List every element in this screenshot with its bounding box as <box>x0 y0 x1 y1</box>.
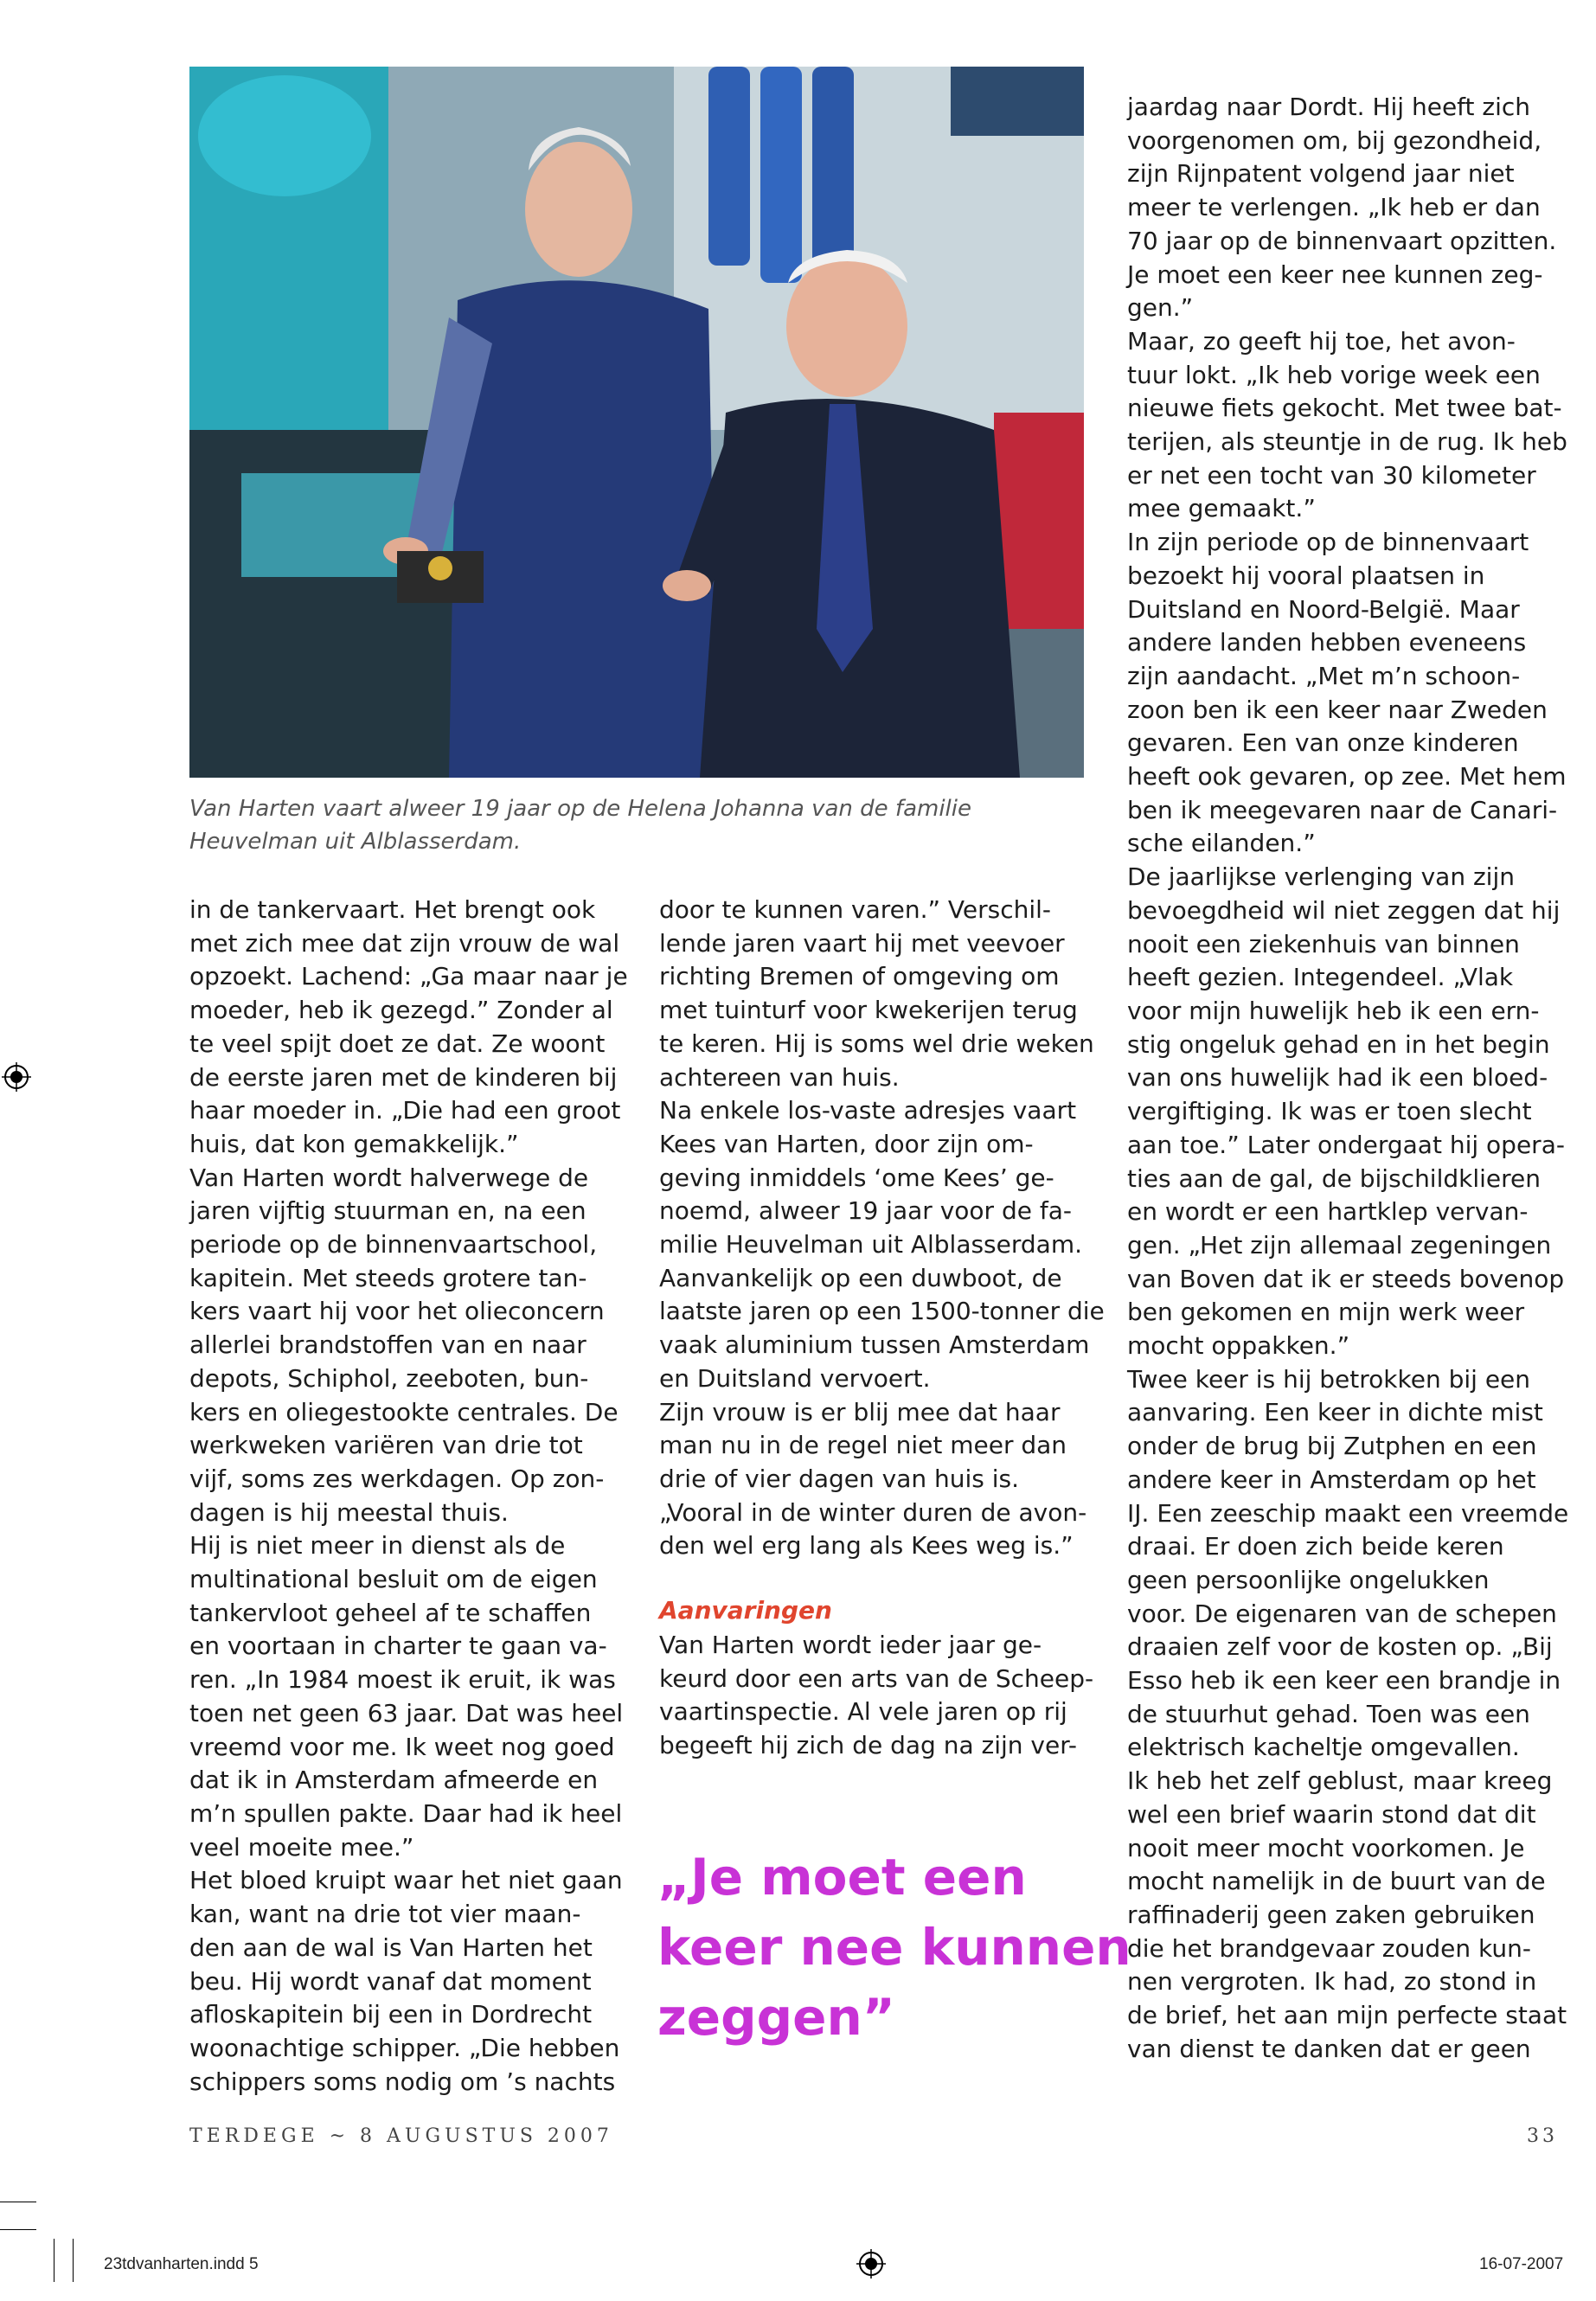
text-line: ben ik meegevaren naar de Canari- <box>1127 795 1558 824</box>
pull-quote-line: „Je moet een <box>657 1848 1027 1907</box>
text-line: in de tankervaart. Het brengt ook <box>189 895 596 924</box>
text-line: andere landen hebben eveneens <box>1127 628 1527 657</box>
text-line: keurd door een arts van de Scheep- <box>659 1663 1094 1693</box>
text-line: wel een brief waarin stond dat dit <box>1127 1799 1536 1829</box>
registration-mark-icon <box>856 2249 886 2279</box>
text-line: zoon ben ik een keer naar Zweden <box>1127 695 1548 724</box>
text-line: Hij is niet meer in dienst als de <box>189 1531 566 1561</box>
text-line: elektrisch kacheltje omgevallen. <box>1127 1733 1520 1762</box>
text-line: kers vaart hij voor het olieconcern <box>189 1297 605 1326</box>
text-line: gevaren. Een van onze kinderen <box>1127 728 1519 758</box>
text-line: de eerste jaren met de kinderen bij <box>189 1062 618 1092</box>
text-line: gen. „Het zijn allemaal zegeningen <box>1127 1230 1552 1259</box>
text-line: vergiftiging. Ik was er toen slecht <box>1127 1097 1532 1126</box>
text-line: met tuinturf voor kwekerijen terug <box>659 996 1078 1025</box>
text-line: „Vooral in de winter duren de avon- <box>659 1497 1087 1527</box>
text-line: achtereen van huis. <box>659 1062 900 1092</box>
text-line: sche eilanden.” <box>1127 829 1316 858</box>
text-line: van dienst te danken dat er geen <box>1127 2034 1531 2063</box>
text-line: onder de brug bij Zutphen en een <box>1127 1432 1537 1461</box>
text-line: terijen, als steuntje in de rug. Ik heb <box>1127 427 1567 457</box>
text-line: jaardag naar Dordt. Hij heeft zich <box>1127 93 1531 121</box>
text-line: nieuwe fiets gekocht. Met twee bat- <box>1127 394 1562 423</box>
text-line: nooit een ziekenhuis van binnen <box>1127 929 1520 958</box>
text-line: Na enkele los-vaste adresjes vaart <box>659 1096 1077 1125</box>
text-line: IJ. Een zeeschip maakt een vreemde <box>1127 1498 1569 1528</box>
text-line: Maar, zo geeft hij toe, het avon- <box>1127 326 1516 356</box>
text-line: noemd, alweer 19 jaar voor de fa- <box>659 1196 1072 1226</box>
text-line: heeft ook gevaren, op zee. Met hem <box>1127 762 1567 792</box>
text-line: en voortaan in charter te gaan va- <box>189 1631 607 1661</box>
text-line: Duitsland en Noord-België. Maar <box>1127 594 1520 624</box>
text-line: gen.” <box>1127 293 1194 323</box>
article-column-2 <box>659 894 1105 1563</box>
text-line: drie of vier dagen van huis is. <box>659 1464 1020 1493</box>
text-line: draaien zelf voor de kosten op. „Bij <box>1127 1632 1553 1662</box>
text-line: mocht namelijk in de buurt van de <box>1127 1867 1546 1896</box>
registration-mark-icon <box>2 1062 31 1092</box>
text-line: den aan de wal is Van Harten het <box>189 1932 593 1962</box>
text-line: kan, want na drie tot vier maan- <box>189 1900 581 1929</box>
text-line: de brief, het aan mijn perfecte staat <box>1127 2001 1567 2030</box>
text-line: tankervloot geheel af te schaffen <box>189 1598 592 1627</box>
text-line: nen vergroten. Ik had, zo stond in <box>1127 1967 1537 1997</box>
slug-filename: 23tdvanharten.indd 5 <box>104 2255 259 2273</box>
text-line: dat ik in Amsterdam afmeerde en <box>189 1766 599 1795</box>
text-line: werkweken variëren van drie tot <box>189 1431 583 1460</box>
text-line: die het brandgevaar zouden kun- <box>1127 1933 1531 1963</box>
text-line: depots, Schiphol, zeeboten, bun- <box>189 1363 589 1393</box>
section-subheading: Aanvaringen <box>659 1596 832 1625</box>
text-line: voorgenomen om, bij gezondheid, <box>1127 125 1542 155</box>
text-line: Zijn vrouw is er blij mee dat haar <box>659 1397 1061 1426</box>
text-line: In zijn periode op de binnenvaart <box>1127 528 1529 557</box>
text-line: voor mijn huwelijk heb ik een ern- <box>1127 996 1540 1025</box>
text-line: zijn aandacht. „Met m’n schoon- <box>1127 661 1521 690</box>
text-line: aan toe.” Later ondergaat hij opera- <box>1127 1130 1565 1159</box>
text-line: ties aan de gal, de bijschildklieren <box>1127 1163 1542 1193</box>
text-line: te veel spijt doet ze dat. Ze woont <box>189 1029 606 1058</box>
text-line: veel moeite mee.” <box>189 1832 414 1862</box>
text-line: haar moeder in. „Die had een groot <box>189 1096 621 1125</box>
text-line: afloskapitein bij een in Dordrecht <box>189 2000 593 2029</box>
article-column-1 <box>189 894 628 2099</box>
text-line: begeeft hij zich de dag na zijn ver- <box>659 1731 1078 1760</box>
text-line: Kees van Harten, door zijn om- <box>659 1129 1034 1158</box>
text-line: en wordt er een hartklep vervan- <box>1127 1197 1529 1227</box>
text-line: aanvaring. Een keer in dichte mist <box>1127 1398 1543 1427</box>
text-line: periode op de binnenvaartschool, <box>189 1230 598 1259</box>
text-line: nooit meer mocht voorkomen. Je <box>1127 1833 1525 1862</box>
text-line: De jaarlijkse verlenging van zijn <box>1127 862 1515 892</box>
text-line: schippers soms nodig om ’s nachts <box>189 2067 616 2096</box>
text-line: opzoekt. Lachend: „Ga maar naar je <box>189 962 628 991</box>
text-line: den wel erg lang als Kees weg is.” <box>659 1531 1074 1561</box>
text-line: de stuurhut gehad. Toen was een <box>1127 1699 1530 1728</box>
text-line: milie Heuvelman uit Alblasserdam. <box>659 1230 1083 1259</box>
text-line: richting Bremen of omgeving om <box>659 962 1060 991</box>
text-line: met zich mee dat zijn vrouw de wal <box>189 928 620 958</box>
text-line: Je moet een keer nee kunnen zeg- <box>1127 260 1543 289</box>
text-line: moeder, heb ik gezegd.” Zonder al <box>189 996 613 1025</box>
text-line: multinational besluit om de eigen <box>189 1565 598 1594</box>
text-line: beu. Hij wordt vanaf dat moment <box>189 1966 592 1996</box>
text-line: mocht oppakken.” <box>1127 1331 1350 1361</box>
text-line: tuur lokt. „Ik heb vorige week een <box>1127 360 1541 389</box>
text-line: m’n spullen pakte. Daar had ik heel <box>189 1798 623 1828</box>
text-line: lende jaren vaart hij met veevoer <box>659 928 1065 958</box>
text-line: te keren. Hij is soms wel drie weken <box>659 1029 1094 1058</box>
text-line: draai. Er doen zich beide keren <box>1127 1532 1504 1561</box>
pull-quote <box>657 1843 1131 2053</box>
text-line: mee gemaakt.” <box>1127 494 1316 523</box>
text-line: er net een tocht van 30 kilometer <box>1127 460 1536 490</box>
text-line: door te kunnen varen.” Verschil- <box>659 895 1052 924</box>
text-line: laatste jaren op een 1500-tonner die <box>659 1297 1105 1326</box>
publication-footer: TERDEGE ~ 8 AUGUSTUS 2007 <box>189 2125 613 2147</box>
text-line: kers en oliegestookte centrales. De <box>189 1397 619 1426</box>
text-line: voor. De eigenaren van de schepen <box>1127 1599 1557 1628</box>
text-line: Esso heb ik een keer een brandje in <box>1127 1666 1561 1695</box>
slug-date: 16-07-2007 <box>1479 2255 1564 2273</box>
text-line: ben gekomen en mijn werk weer <box>1127 1298 1525 1327</box>
text-line: woonachtige schipper. „Die hebben <box>189 2033 620 2062</box>
text-line: Ik heb het zelf geblust, maar kreeg <box>1127 1766 1553 1796</box>
text-line: Aanvankelijk op een duwboot, de <box>659 1263 1062 1292</box>
crop-mark <box>73 2239 74 2282</box>
text-line: stig ongeluk gehad en in het begin <box>1127 1029 1550 1059</box>
text-line: en Duitsland vervoert. <box>659 1363 931 1393</box>
text-line: van ons huwelijk had ik een bloed- <box>1127 1063 1548 1093</box>
text-line: bezoekt hij vooral plaatsen in <box>1127 561 1485 590</box>
engine-room-photo <box>189 67 1084 778</box>
text-line: 70 jaar op de binnenvaart opzitten. <box>1127 226 1557 255</box>
text-line: man nu in de regel niet meer dan <box>659 1431 1067 1460</box>
text-line: vijf, soms zes werkdagen. Op zon- <box>189 1464 605 1493</box>
text-line: raffinaderij geen zaken gebruiken <box>1127 1900 1535 1929</box>
text-line: bevoegdheid wil niet zeggen dat hij <box>1127 895 1561 925</box>
page-number: 33 <box>1527 2125 1558 2147</box>
text-line: vaak aluminium tussen Amsterdam <box>659 1330 1090 1360</box>
text-line: allerlei brandstoffen van en naar <box>189 1330 586 1360</box>
text-line: Het bloed kruipt waar het niet gaan <box>189 1866 623 1895</box>
text-line: heeft gezien. Integendeel. „Vlak <box>1127 963 1514 992</box>
text-line: vreemd voor me. Ik weet nog goed <box>189 1732 615 1761</box>
text-line: geving inmiddels ‘ome Kees’ ge- <box>659 1163 1054 1192</box>
text-line: andere keer in Amsterdam op het <box>1127 1465 1536 1494</box>
text-line: dagen is hij meestal thuis. <box>189 1497 509 1527</box>
text-line: Twee keer is hij betrokken bij een <box>1127 1364 1531 1394</box>
photo-caption: Van Harten vaart alweer 19 jaar op de Helena Johanna van de familie Heuvelman uit Alblasserdam. <box>189 796 971 855</box>
article-photo <box>189 67 1084 778</box>
text-line: zijn Rijnpatent volgend jaar niet <box>1127 159 1515 189</box>
text-line: ren. „In 1984 moest ik eruit, ik was <box>189 1665 616 1695</box>
text-line: meer te verlengen. „Ik heb er dan <box>1127 193 1541 222</box>
text-line: van Boven dat ik er steeds bovenop <box>1127 1264 1565 1293</box>
pull-quote-line: zeggen” <box>657 1988 895 2047</box>
text-line: Van Harten wordt halverwege de <box>189 1163 589 1192</box>
text-line: toen net geen 63 jaar. Dat was heel <box>189 1698 624 1727</box>
text-line: Van Harten wordt ieder jaar ge- <box>659 1631 1042 1659</box>
text-line: jaren vijftig stuurman en, na een <box>189 1196 586 1226</box>
text-line: huis, dat kon gemakkelijk.” <box>189 1129 519 1158</box>
text-line: geen persoonlijke ongelukken <box>1127 1565 1490 1594</box>
text-line: vaartinspectie. Al vele jaren op rij <box>659 1697 1067 1727</box>
text-line: kapitein. Met steeds grotere tan- <box>189 1263 587 1292</box>
article-column-2-continued <box>659 1629 1092 1763</box>
pull-quote-line: keer nee kunnen <box>657 1918 1131 1977</box>
article-column-3 <box>1127 91 1577 2066</box>
crop-mark <box>0 2229 36 2230</box>
